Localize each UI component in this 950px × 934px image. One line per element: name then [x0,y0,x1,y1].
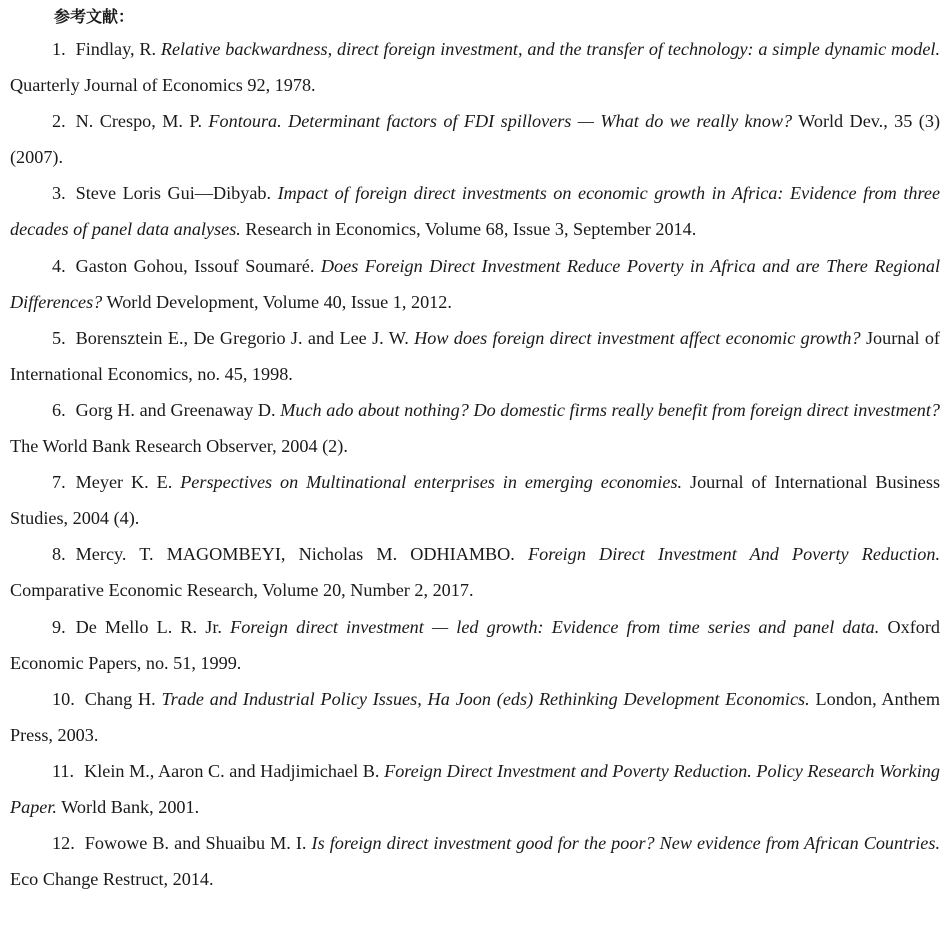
reference-number: 4. [52,255,66,276]
reference-number: 6. [52,399,66,420]
reference-item [10,248,940,320]
reference-source: Comparative Economic Research, Volume 20, Number 2, 2017. [10,580,474,601]
reference-authors: Findlay, R. [75,39,157,59]
reference-source: Journal of International Economics, no. 45, 1998. [10,327,940,384]
reference-item [10,536,940,608]
reference-item [10,392,940,464]
references-heading: 参考文献： [54,7,135,26]
reference-source: Research in Economics, Volume 68, Issue 3, September 2014. [245,219,697,240]
reference-number: 5. [52,327,66,348]
reference-authors: Meyer K. E. [75,472,173,493]
reference-number: 7. [52,472,66,493]
reference-authors: Steve Loris Gui—Dibyab. [75,183,272,204]
reference-title: Fontoura. Determinant factors of FDI spillovers — What do we really know? [208,111,793,132]
reference-source: World Bank, 2001. [61,796,200,817]
reference-source: London, Anthem Press, 2003. [10,688,941,745]
reference-list [10,31,940,897]
reference-number: 3. [52,183,66,204]
reference-authors: Mercy. T. MAGOMBEYI, Nicholas M. ODHIAMBO. [75,544,515,565]
reference-number: 12. [52,833,75,854]
reference-item [10,825,940,897]
reference-title: How does foreign direct investment affect economic growth? [414,327,861,348]
reference-source: The World Bank Research Observer, 2004 (2). [10,436,348,457]
reference-authors: Klein M., Aaron C. and Hadjimichael B. [84,760,380,781]
reference-authors: N. Crespo, M. P. [75,111,202,132]
reference-title: Foreign direct investment — led growth: Evidence from time series and panel data. [230,616,880,637]
reference-authors: Borensztein E., De Gregorio J. and Lee J. W. [75,327,409,348]
reference-item [10,103,940,175]
reference-item [10,31,940,103]
reference-authors: Gorg H. and Greenaway D. [75,399,276,420]
reference-authors: Chang H. [84,688,156,709]
reference-title: Trade and Industrial Policy Issues, Ha Joon (eds) Rethinking Development Economics. [161,688,810,709]
reference-item [10,320,940,392]
reference-title: Perspectives on Multinational enterprises in emerging economies. [180,472,683,493]
reference-number: 11. [52,760,75,781]
reference-source: World Dev., 35 (3) (2007). [10,111,940,168]
reference-title: Relative backwardness, direct foreign investment, and the transfer of technology: a simple dynamic model. [160,39,941,59]
reference-item [10,609,940,681]
reference-number: 2. [52,111,66,132]
reference-source: Eco Change Restruct, 2014. [10,869,214,890]
reference-item [10,753,940,825]
reference-number: 10. [52,688,75,709]
reference-title: Does Foreign Direct Investment Reduce Poverty in Africa and are There Regional Differences? [10,255,940,312]
reference-number: 9. [52,616,66,637]
reference-item [10,175,940,247]
reference-authors: Gaston Gohou, Issouf Soumaré. [75,255,315,276]
reference-source: Oxford Economic Papers, no. 51, 1999. [10,616,940,673]
reference-title: Much ado about nothing? Do domestic firms really benefit from foreign direct investment? [280,399,941,420]
reference-source: Journal of International Business Studies, 2004 (4). [10,472,941,529]
reference-source: World Development, Volume 40, Issue 1, 2012. [106,291,452,312]
reference-source: Quarterly Journal of Economics 92, 1978. [10,75,316,96]
reference-number: 8. [52,544,66,565]
reference-title: Impact of foreign direct investments on economic growth in Africa: Evidence from three decades of panel data analyses. [10,183,941,240]
reference-authors: Fowowe B. and Shuaibu M. I. [84,833,307,854]
reference-title: Foreign Direct Investment And Poverty Reduction. [528,544,941,565]
reference-title: Is foreign direct investment good for the poor? New evidence from African Countries. [311,833,940,854]
reference-item [10,681,940,753]
reference-authors: De Mello L. R. Jr. [75,616,222,637]
reference-number: 1. [52,39,66,59]
reference-item [10,464,940,536]
reference-title: Foreign Direct Investment and Poverty Reduction. Policy Research Working Paper. [10,760,940,817]
